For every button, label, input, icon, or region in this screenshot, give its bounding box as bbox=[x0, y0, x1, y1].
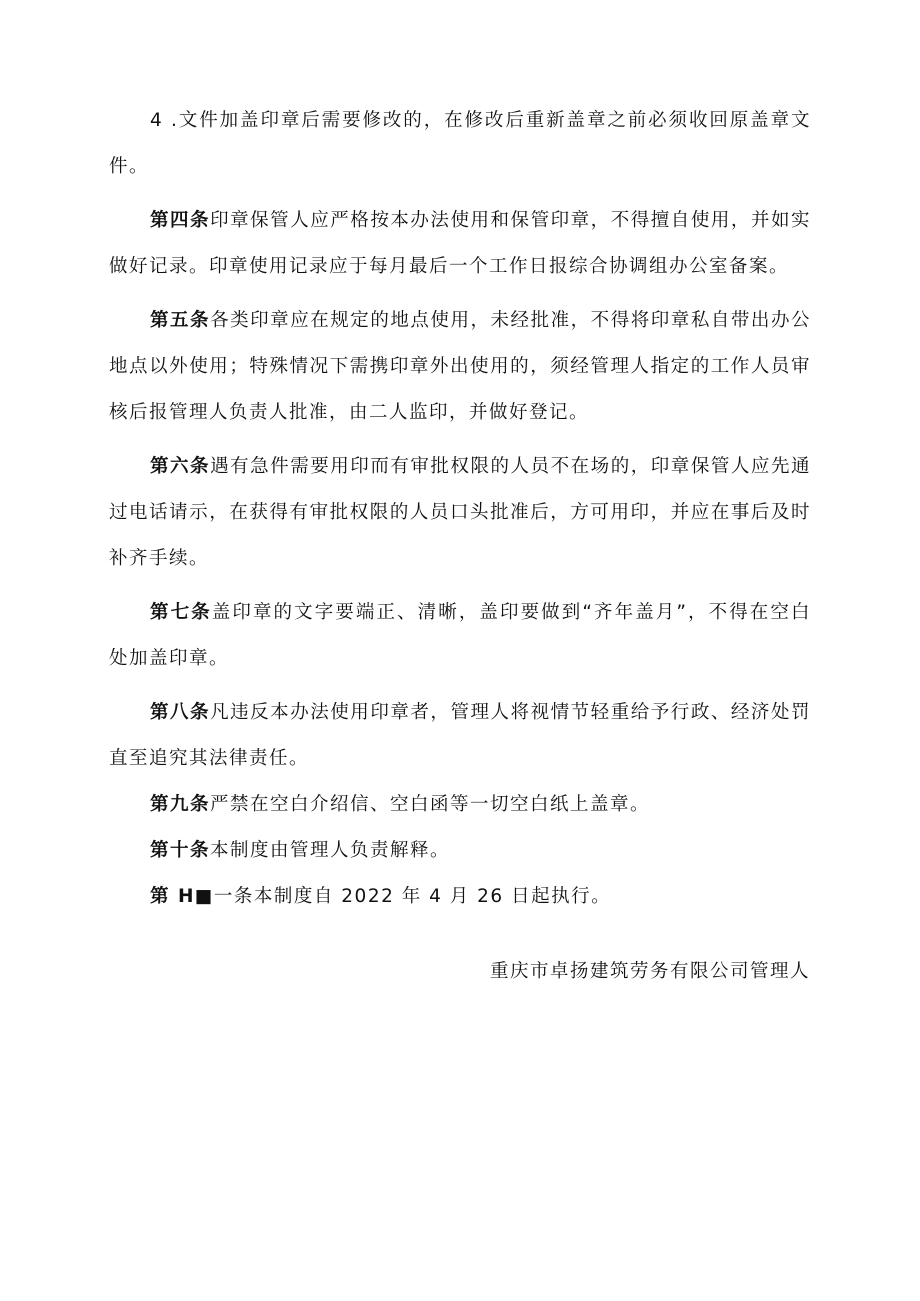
paragraph-article-7 bbox=[109, 590, 811, 682]
document-body bbox=[109, 98, 811, 920]
paragraph-article-9 bbox=[109, 782, 811, 828]
paragraph-text: 4 .文件加盖印章后需要修改的，在修改后重新盖章之前必须收回原盖章文件。 bbox=[109, 110, 811, 177]
signature-line: 重庆市卓扬建筑劳务有限公司管理人 bbox=[489, 961, 810, 982]
article-heading: 第九条 bbox=[150, 794, 211, 815]
article-heading: 第七条 bbox=[150, 602, 212, 623]
paragraph-article-8 bbox=[109, 690, 811, 782]
paragraph-text: 严禁在空白介绍信、空白函等一切空白纸上盖章。 bbox=[210, 794, 651, 815]
article-heading: 第 H■ bbox=[150, 886, 214, 907]
paragraph-text: 一条本制度自 2022 年 4 月 26 日起执行。 bbox=[213, 886, 612, 907]
paragraph-text: 遇有急件需要用印而有审批权限的人员不在场的，印章保管人应先通过电话请示，在获得有审批权限的人员口头批准后，方可用印，并应在事后及时补齐手续。 bbox=[109, 456, 811, 569]
paragraph-article-4 bbox=[109, 198, 811, 290]
article-heading: 第十条 bbox=[150, 840, 211, 861]
paragraph-text: 各类印章应在规定的地点使用，未经批准，不得将印章私自带出办公地点以外使用；特殊情况下需携印章外出使用的，须经管理人指定的工作人员审核后报管理人负责人批准，由二人监印，并做好登记。 bbox=[109, 310, 811, 423]
paragraph-article-10 bbox=[109, 828, 811, 874]
paragraph-article-5 bbox=[109, 298, 811, 436]
paragraph-text: 本制度由管理人负责解释。 bbox=[210, 840, 451, 861]
paragraph-article-6 bbox=[109, 444, 811, 582]
paragraph-text: 盖印章的文字要端正、清晰，盖印要做到“齐年盖月”，不得在空白处加盖印章。 bbox=[109, 602, 811, 669]
paragraph-article-3-item-4 bbox=[109, 98, 811, 190]
paragraph-article-11 bbox=[109, 874, 811, 920]
article-heading: 第四条 bbox=[150, 210, 211, 231]
article-heading: 第五条 bbox=[150, 310, 211, 331]
article-heading: 第六条 bbox=[150, 456, 211, 477]
paragraph-text: 凡违反本办法使用印章者，管理人将视情节轻重给予行政、经济处罚直至追究其法律责任。 bbox=[109, 702, 811, 769]
article-heading: 第八条 bbox=[150, 702, 211, 723]
paragraph-text: 印章保管人应严格按本办法使用和保管印章，不得擅自使用，并如实做好记录。印章使用记录应于每月最后一个工作日报综合协调组办公室备案。 bbox=[109, 210, 811, 277]
